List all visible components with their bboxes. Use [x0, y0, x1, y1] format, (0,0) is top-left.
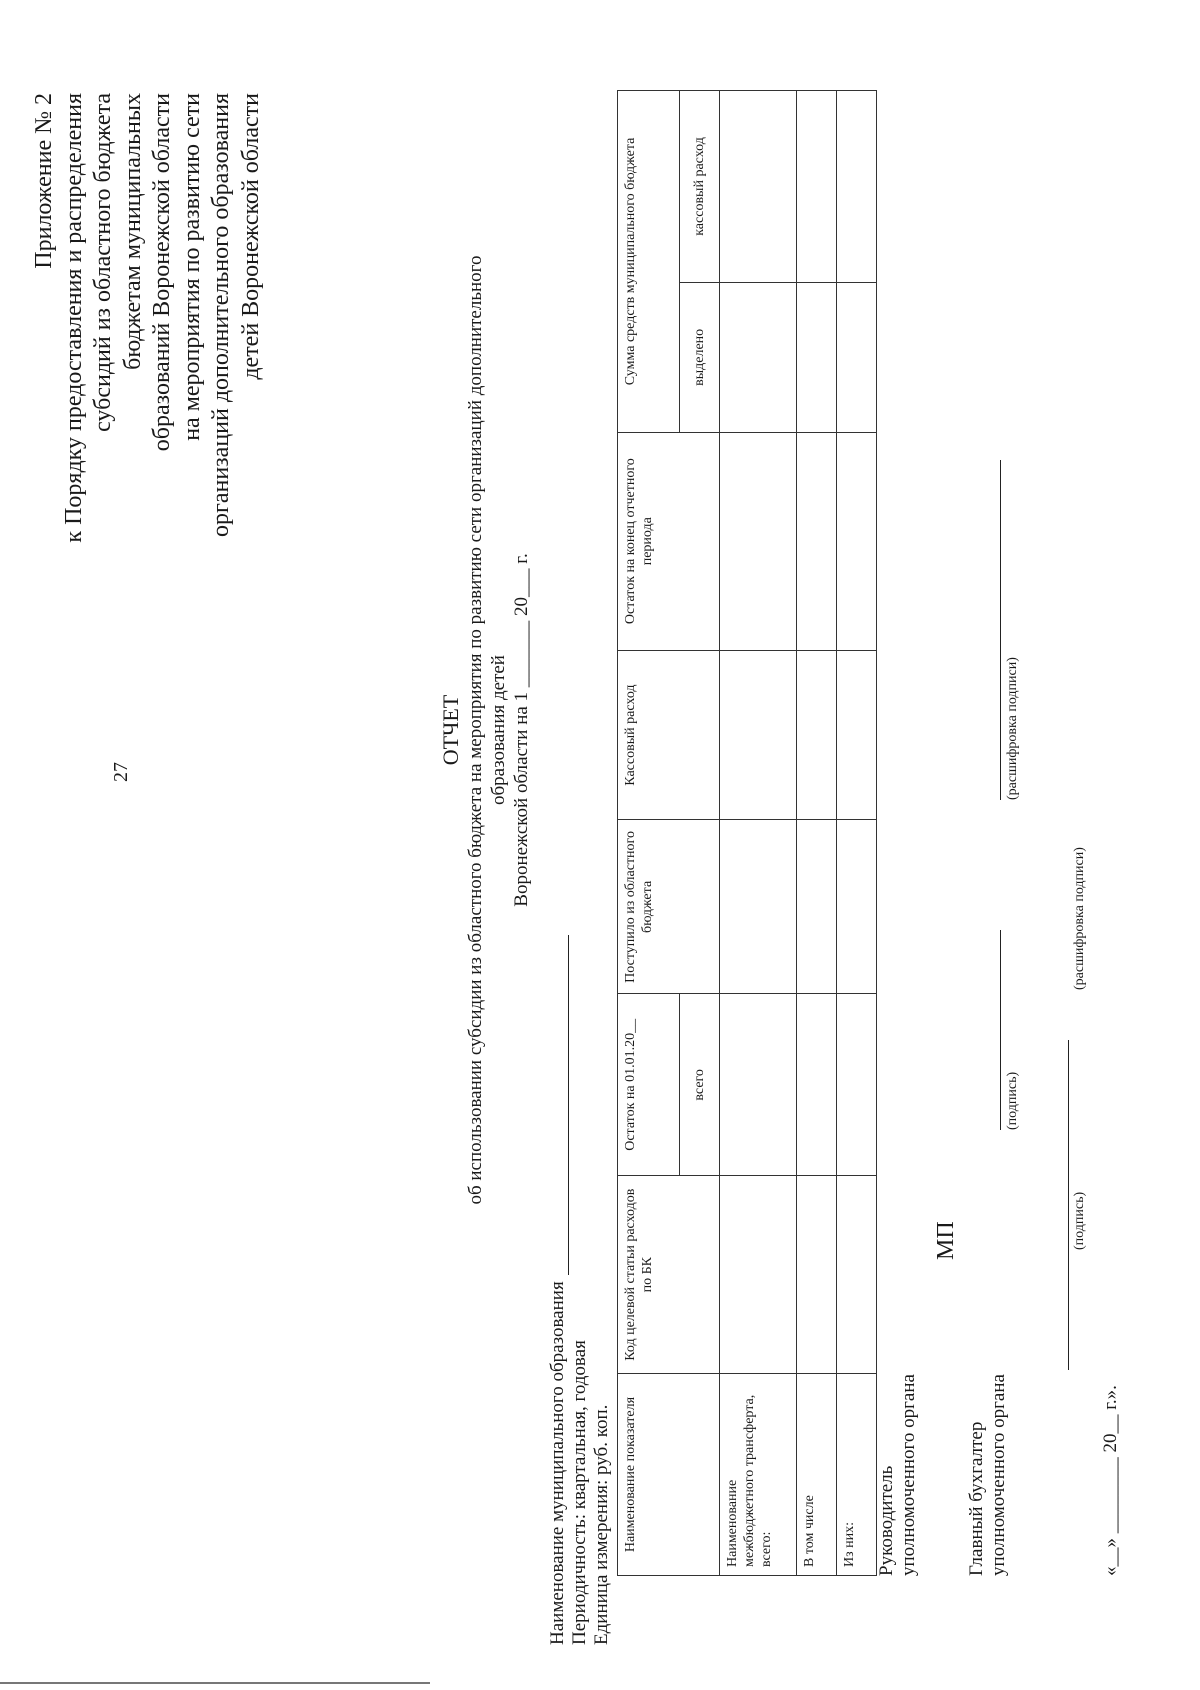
unit-of-measure: Единица измерения: руб. коп.	[591, 1404, 612, 1645]
appendix-line: на мероприятия по развитию сети	[178, 93, 205, 441]
accountant-signature-line	[1068, 1040, 1069, 1370]
appendix-line: детей Воронежской области	[237, 93, 264, 380]
appendix-line: к Порядку предоставления и распределения	[60, 93, 87, 543]
report-subtitle-date: Воронежской области на 1 _______ 20___ г.	[511, 553, 532, 907]
header-balance-start-total: всего	[680, 994, 720, 1176]
header-indicator: Наименование показателя	[618, 1374, 720, 1576]
head-signature-caption: (подпись)	[1005, 1071, 1020, 1130]
head-signature-line	[1000, 930, 1001, 1130]
page-number: 27	[110, 762, 132, 782]
periodicity: Периодичность: квартальная, годовая	[569, 1340, 590, 1645]
header-cash-expense-municipal: кассовый расход	[680, 91, 720, 283]
report-table	[617, 90, 877, 1576]
table-row	[720, 91, 797, 1576]
accountant-decode-caption: (расшифровка подписи)	[1072, 847, 1087, 990]
municipality-label: Наименование муниципального образования	[547, 1281, 568, 1645]
stamp-label: МП	[933, 1221, 959, 1260]
accountant-signature-label: Главный бухгалтер уполномоченного органа	[966, 1374, 1009, 1576]
row-name: Наименование межбюджетного трансферта, всего:	[720, 1374, 797, 1576]
appendix-line: бюджетам муниципальных	[119, 93, 146, 370]
municipality-field	[547, 935, 569, 1645]
header-received: Поступило из областного бюджета	[618, 820, 720, 994]
header-balance-end: Остаток на конец отчетного периода	[618, 432, 720, 650]
accountant-signature-caption: (подпись)	[1072, 1191, 1087, 1250]
table-row	[837, 91, 877, 1576]
appendix-line: организаций дополнительного образования	[208, 93, 234, 537]
date-line: «__» ________ 20__ г.».	[1100, 1385, 1121, 1576]
head-signature-label: Руководитель уполномоченного органа	[876, 1374, 919, 1576]
row-name: В том числе	[797, 1374, 837, 1576]
appendix-line: Приложение № 2	[31, 93, 57, 269]
report-title-block	[438, 230, 533, 1230]
municipality-blank	[552, 935, 569, 1275]
header-cash-expense: Кассовый расход	[618, 650, 720, 820]
appendix-line: образований Воронежской области	[149, 93, 175, 452]
header-allocated: выделено	[680, 282, 720, 432]
header-municipal-sum: Сумма средств муниципального бюджета	[618, 91, 680, 433]
report-subtitle: об использовании субсидии из областного бюджета на мероприятия по развитию сети организаций дополнительного образования детей	[465, 255, 509, 1205]
appendix-line: субсидий из областного бюджета	[90, 93, 116, 432]
header-code: Код целевой статьи расходов по БК	[618, 1176, 720, 1374]
report-meta	[547, 935, 613, 1645]
head-decode-caption: (расшифровка подписи)	[1005, 657, 1020, 800]
row-name: Из них:	[837, 1374, 877, 1576]
head-decode-line	[1000, 460, 1001, 800]
header-balance-start: Остаток на 01.01.20__	[618, 994, 680, 1176]
table-row	[797, 91, 837, 1576]
appendix-header	[30, 93, 266, 773]
report-title: ОТЧЕТ	[438, 694, 463, 766]
